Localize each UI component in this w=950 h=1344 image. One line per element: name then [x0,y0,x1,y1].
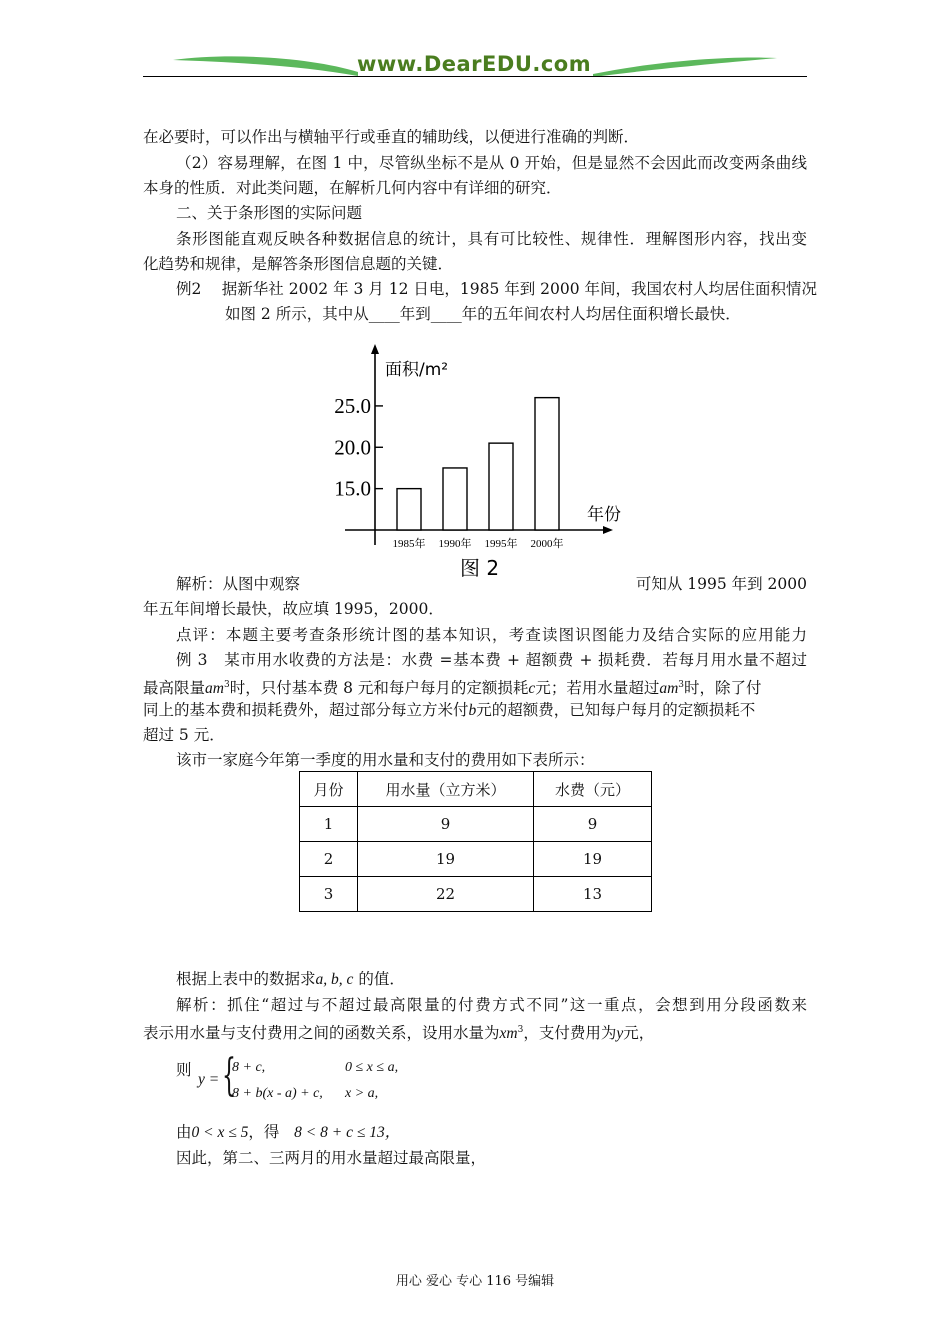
math-sup: 3 [678,680,685,690]
example-3-line [143,699,755,722]
math-sup: 3 [223,680,230,690]
left-swoosh [173,56,358,76]
analysis-line: 可知从 1995 年到 2000 [635,575,807,593]
y-tick-label: 15.0 [334,476,371,501]
bar [443,468,467,530]
text-span: ，得 [248,1123,280,1141]
text-span: 元的超额费，已知每户每月的定额损耗不 [476,701,756,719]
right-swoosh [593,58,777,77]
y-tick-label: 25.0 [334,393,371,418]
paragraph-line: 本身的性质．对此类问题，在解析几何内容中有详细的研究． [143,179,562,197]
analysis-line: 年五年间增长最快，故应填 1995，2000． [143,600,444,618]
math-ineq: 8 < 8 + c ≤ 13， [294,1124,401,1141]
table-cell: 9 [358,807,534,842]
text-span: 根据上表中的数据求 [176,970,316,988]
math-sup: 3 [517,1025,524,1035]
table-row [300,842,652,877]
example-3-line: 该市一家庭今年第一季度的用水量和支付的费用如下表所示： [176,751,595,769]
piecewise-case2-cond: x > a, [345,1086,379,1101]
x-axis-label: 年份 [587,505,621,525]
table-cell: 13 [534,877,652,912]
then-label: 则 [176,1061,192,1079]
conclusion-line: 因此，第二、三两月的用水量超过最高限量， [176,1149,487,1167]
text-span: 的值． [358,970,405,988]
x-tick-label: 1990年 [438,538,472,550]
math-var: a [205,680,213,698]
piecewise-lhs: y = [198,1071,220,1088]
x-tick-label: 1995年 [484,538,518,550]
analysis-line: 解析：抓住“超过与不超过最高限量的付费方式不同”这一重点，会想到用分段函数来 [176,996,807,1014]
paragraph-line: （2）容易理解，在图 1 中，尽管纵坐标不是从 0 开始，但是显然不会因此而改变两条曲线 [176,154,807,172]
math-var: y [616,1025,624,1043]
analysis-line: 解析：从图中观察 [176,575,301,593]
text-span: 由 [176,1123,192,1141]
text-span: 最高限量 [143,679,206,698]
table-cell: 19 [358,842,534,877]
y-tick-label: 20.0 [334,435,371,460]
math-var: b [468,702,477,719]
math-var: c [528,680,536,698]
table-header-row [300,772,652,807]
example-2-line: 例2 据新华社 2002 年 3 月 12 日电，1985 年到 2000 年间，我国农村人均居住面积情况 [176,280,818,298]
text-span: 表示用水量与支付费用之间的函数关系，设用水量为 [143,1024,500,1043]
y-axis-arrow [371,344,379,354]
y-axis-label: 面积/m² [385,360,449,380]
bar [535,398,559,530]
x-axis-arrow [603,526,613,534]
example-3-line [143,674,762,700]
chart-title: 图 2 [460,556,500,580]
text-span: 元；若用水量超过 [535,679,660,698]
math-unit: m [212,680,224,698]
math-var: x [499,1025,507,1043]
table-header-cell: 水费（元） [534,772,652,807]
analysis-line [143,1019,654,1045]
x-tick-label: 2000年 [530,538,564,550]
example-3-line: 例 3 某市用水收费的方法是：水费 =基本费 + 超额费 + 损耗费．若每月用水量不超过 [176,651,807,669]
question-line [176,968,405,991]
piecewise-case1-expr: 8 + c, [232,1060,266,1075]
math-vars: a, b, c [315,971,354,988]
section-heading: 二、关于条形图的实际问题 [176,204,363,222]
text-span: 时，只付基本费 8 元和每户每月的定额损耗 [229,679,529,698]
table-cell: 22 [358,877,534,912]
paragraph-line: 在必要时，可以作出与横轴平行或垂直的辅助线，以便进行准确的判断． [143,128,640,146]
piecewise-case2-expr: 8 + b(x - a) + c, [232,1086,323,1101]
piecewise-case1-cond: 0 ≤ x ≤ a, [345,1060,399,1075]
example-3-line: 超过 5 元． [143,726,225,744]
paragraph-line: 条形图能直观反映各种数据信息的统计，具有可比较性、规律性．理解图形内容，找出变 [176,230,807,248]
table-row [300,877,652,912]
table-header-cell: 用水量（立方米） [358,772,534,807]
piecewise-brace: { [222,1050,236,1101]
text-span: 时，除了付 [684,679,762,698]
bar [489,443,513,530]
table-cell: 19 [534,842,652,877]
text-span: 同上的基本费和损耗费外，超过部分每立方米付 [143,701,469,719]
x-tick-label: 1985年 [392,538,426,550]
page-footer: 用心 爱心 专心 116 号编辑 [395,1274,555,1289]
table-cell: 1 [300,807,358,842]
example-2-question: 如图 2 所示，其中从____年到____年的五年间农村人均居住面积增长最快． [225,305,741,323]
water-fee-table [299,771,652,912]
bar-chart [325,340,625,580]
text-span: 元， [623,1024,655,1043]
table-header-cell: 月份 [300,772,358,807]
site-logo: www.DearEDU.com [357,52,592,76]
table-cell: 9 [534,807,652,842]
text-span: ，支付费用为 [523,1024,617,1043]
math-unit: m [506,1025,518,1043]
table-cell: 2 [300,842,358,877]
math-ineq: 0 < x ≤ 5 [191,1124,249,1141]
header-rule [143,76,807,77]
inequality-line [176,1121,400,1144]
bar [397,489,421,530]
table-row [300,807,652,842]
comment-line: 点评：本题主要考查条形统计图的基本知识，考查读图识图能力及结合实际的应用能力 [176,626,807,644]
math-unit: m [667,680,679,698]
paragraph-line: 化趋势和规律，是解答条形图信息题的关键． [143,255,454,273]
table-cell: 3 [300,877,358,912]
math-var: a [659,680,668,698]
